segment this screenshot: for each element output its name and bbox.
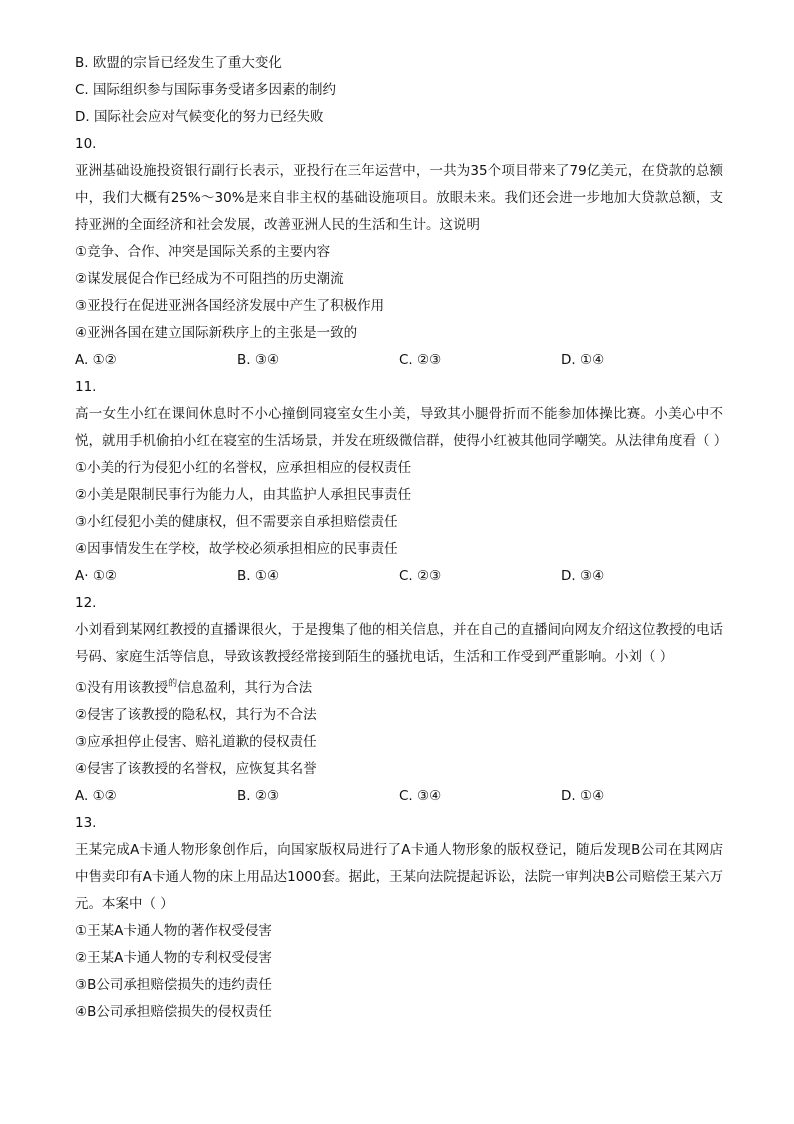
question-13-statement-2: ②王某A卡通人物的专利权受侵害 bbox=[75, 950, 272, 966]
question-11-number: 11. bbox=[75, 379, 97, 395]
question-11-choice-c[interactable]: C. ②③ bbox=[399, 568, 442, 584]
question-12-stem: 小刘看到某网红教授的直播课很火，于是搜集了他的相关信息，并在自己的直播间向网友介绍这位教授的电话号码、家庭生活等信息，导致该教授经常接到陌生的骚扰电话，生活和工作受到严重影响。小刘（ ） bbox=[75, 622, 723, 665]
question-12-choices bbox=[75, 783, 723, 810]
question-10-choice-c[interactable]: C. ②③ bbox=[399, 352, 442, 368]
question-11-statement-3: ③小红侵犯小美的健康权，但不需要亲自承担赔偿责任 bbox=[75, 514, 398, 530]
question-10-choice-d[interactable]: D. ①④ bbox=[561, 352, 605, 368]
question-10-choice-a[interactable]: A. ①② bbox=[75, 352, 117, 368]
question-12-statement-1 bbox=[75, 671, 723, 702]
question-10-choices bbox=[75, 347, 723, 374]
prev-option-d: D. 国际社会应对气候变化的努力已经失败 bbox=[75, 109, 324, 125]
question-10-statement-4: ④亚洲各国在建立国际新秩序上的主张是一致的 bbox=[75, 325, 358, 341]
question-10-statement-1: ①竞争、合作、冲突是国际关系的主要内容 bbox=[75, 244, 331, 260]
prev-option-b: B. 欧盟的宗旨已经发生了重大变化 bbox=[75, 55, 282, 71]
question-11-stem: 高一女生小红在课间休息时不小心撞倒同寝室女生小美，导致其小腿骨折而不能参加体操比赛。小美心中不悦，就用手机偷拍小红在寝室的生活场景，并发在班级微信群，使得小红被其他同学嘲笑。从法律角度看（ ） bbox=[75, 406, 728, 449]
question-13-statement-4: ④B公司承担赔偿损失的侵权责任 bbox=[75, 1004, 272, 1020]
question-12-number: 12. bbox=[75, 595, 97, 611]
question-12-statement-1-part-b: 信息盈利，其行为合法 bbox=[177, 680, 313, 696]
question-12-choice-d[interactable]: D. ①④ bbox=[561, 788, 605, 804]
question-11-statement-2: ②小美是限制民事行为能力人，由其监护人承担民事责任 bbox=[75, 487, 412, 503]
question-13-statement-1: ①王某A卡通人物的著作权受侵害 bbox=[75, 923, 272, 939]
question-11-statement-1: ①小美的行为侵犯小红的名誉权，应承担相应的侵权责任 bbox=[75, 460, 412, 476]
question-13-statement-3: ③B公司承担赔偿损失的违约责任 bbox=[75, 977, 272, 993]
prev-option-c: C. 国际组织参与国际事务受诸多因素的制约 bbox=[75, 82, 337, 98]
question-11-statement-4: ④因事情发生在学校，故学校必须承担相应的民事责任 bbox=[75, 541, 398, 557]
question-11-choice-d[interactable]: D. ③④ bbox=[561, 568, 605, 584]
question-11-choices bbox=[75, 563, 723, 590]
question-11-choice-b[interactable]: B. ①④ bbox=[237, 568, 280, 584]
question-11-choice-a[interactable]: A· ①② bbox=[75, 568, 118, 584]
document-page bbox=[75, 50, 728, 1026]
question-12-choice-c[interactable]: C. ③④ bbox=[399, 788, 442, 804]
question-12-choice-a[interactable]: A. ①② bbox=[75, 788, 117, 804]
question-10-statement-2: ②谋发展促合作已经成为不可阻挡的历史潮流 bbox=[75, 271, 344, 287]
question-10-stem: 亚洲基础设施投资银行副行长表示，亚投行在三年运营中，一共为35个项目带来了79亿美元，在贷款的总额中，我们大概有25%～30%是来自非主权的基础设施项目。放眼未来。我们还会进一步地加大贷款总额，支持亚洲的全面经济和社会发展，改善亚洲人民的生活和生计。这说明 bbox=[75, 163, 723, 233]
question-13-stem: 王某完成A卡通人物形象创作后，向国家版权局进行了A卡通人物形象的版权登记，随后发现B公司在其网店中售卖印有A卡通人物的床上用品达1000套。据此，王某向法院提起诉讼，法院一审判决B公司赔偿王某六万元。本案中（ ） bbox=[75, 842, 723, 912]
question-12-choice-b[interactable]: B. ②③ bbox=[237, 788, 280, 804]
question-10-choice-b[interactable]: B. ③④ bbox=[237, 352, 280, 368]
question-10-statement-3: ③亚投行在促进亚洲各国经济发展中产生了积极作用 bbox=[75, 298, 385, 314]
question-13-number: 13. bbox=[75, 815, 97, 831]
question-12-statement-3: ③应承担停止侵害、赔礼道歉的侵权责任 bbox=[75, 734, 317, 750]
question-12-statement-4: ④侵害了该教授的名誉权，应恢复其名誉 bbox=[75, 761, 317, 777]
question-12-statement-2: ②侵害了该教授的隐私权，其行为不合法 bbox=[75, 707, 317, 723]
question-10-number: 10. bbox=[75, 136, 97, 152]
question-12-statement-1-part-a: ①没有用该教授 bbox=[75, 680, 169, 696]
question-12-statement-1-superscript: 的 bbox=[168, 679, 178, 689]
